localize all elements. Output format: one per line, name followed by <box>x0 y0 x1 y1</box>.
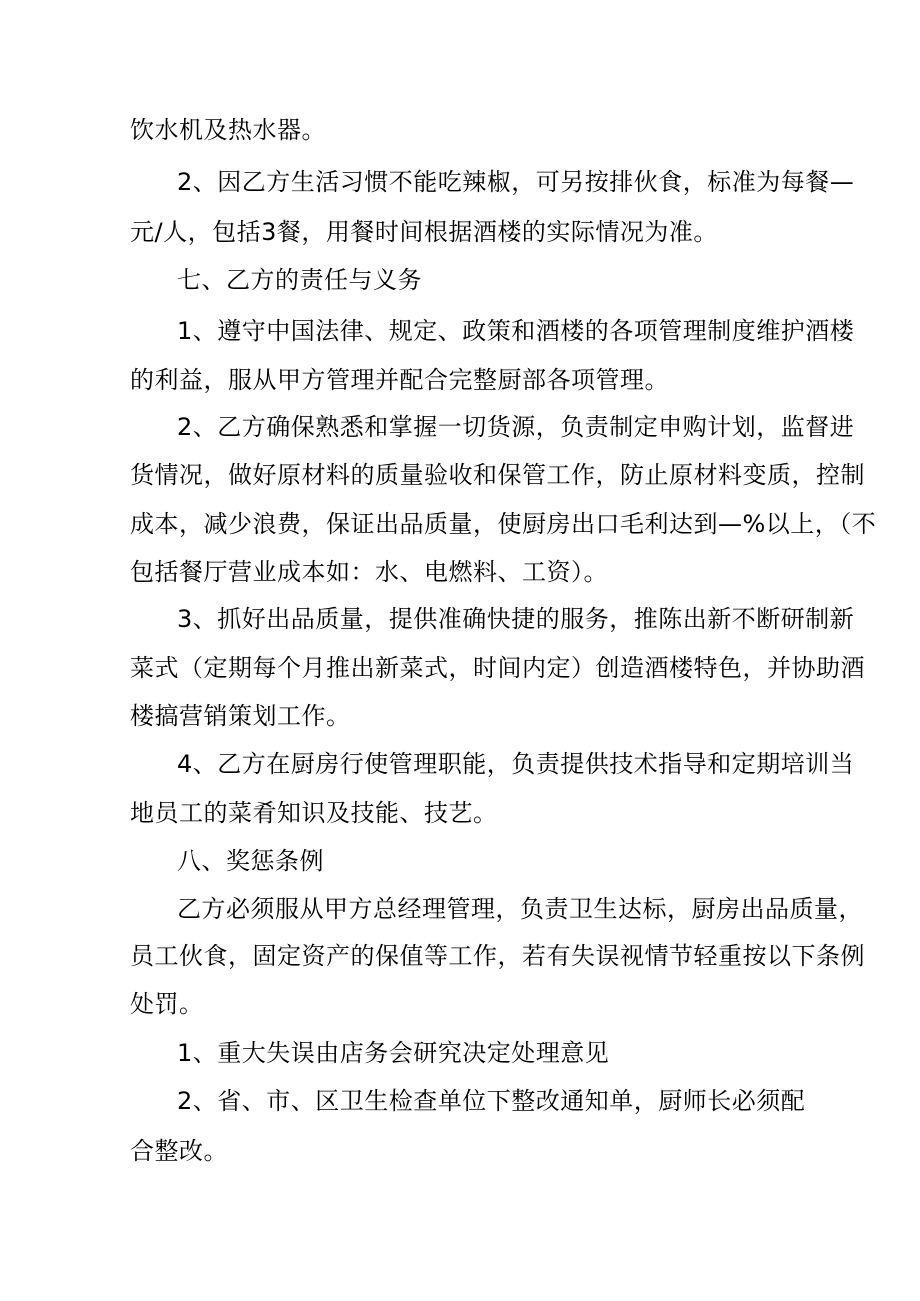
text-line: 2、因乙方生活习惯不能吃辣椒，可另按排伙食，标准为每餐— <box>177 168 855 196</box>
text-line: 乙方必须服从甲方总经理管理，负责卫生达标，厨房出品质量， <box>177 895 863 923</box>
text-line: 员工伙食，固定资产的保值等工作，若有失误视情节轻重按以下条例 <box>130 942 865 970</box>
text-line: 3、抓好出品质量，提供准确快捷的服务，推陈出新不断研制新 <box>177 605 855 633</box>
text-line: 1、重大失误由店务会研究决定处理意见 <box>177 1039 610 1067</box>
text-line: 地员工的菜肴知识及技能、技艺。 <box>130 799 498 827</box>
text-line: 元/人，包括3餐，用餐时间根据酒楼的实际情况为准。 <box>130 218 718 246</box>
text-line: 楼搞营销策划工作。 <box>130 702 351 730</box>
text-line: 处罚。 <box>130 990 204 1018</box>
section-heading: 八、奖惩条例 <box>177 847 324 875</box>
text-line: 4、乙方在厨房行使管理职能，负责提供技术指导和定期培训当 <box>177 750 855 778</box>
text-line: 2、省、市、区卫生检查单位下整改通知单，厨师长必须配 <box>177 1087 806 1115</box>
text-line: 饮水机及热水器。 <box>130 116 326 144</box>
text-line: 成本，减少浪费，保证出品质量，使厨房出口毛利达到—%以上，（不 <box>130 510 877 538</box>
text-line: 合整改。 <box>130 1137 228 1165</box>
text-line: 菜式（定期每个月推出新菜式，时间内定）创造酒楼特色，并协助酒 <box>130 654 865 682</box>
text-line: 的利益，服从甲方管理并配合完整厨部各项管理。 <box>130 366 669 394</box>
text-line: 2、乙方确保熟悉和掌握一切货源，负责制定申购计划，监督进 <box>177 413 855 441</box>
text-line: 包括餐厅营业成本如：水、电燃料、工资）。 <box>130 558 608 586</box>
section-heading: 七、乙方的责任与义务 <box>177 266 422 294</box>
text-line: 1、遵守中国法律、规定、政策和酒楼的各项管理制度维护酒楼 <box>177 317 855 345</box>
text-line: 货情况，做好原材料的质量验收和保管工作，防止原材料变质，控制 <box>130 461 865 489</box>
